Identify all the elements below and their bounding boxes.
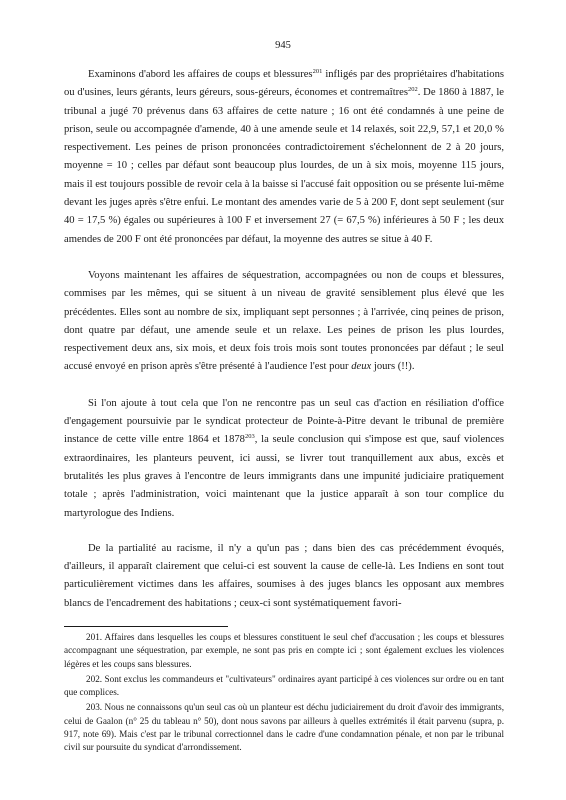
footnote-text: Nous ne connaissons qu'un seul cas où un planteur est déchu judiciairement du droit d'avoir des immigrants, celui de Gaalon (n° 25 du tableau n° 50), dont nous savons par ailleurs à quelles extrémités il était parvenu (supra, p. 917, note 69). Mais c'est par le tribunal correctionnel dans le cadre d'une condamnation pénale, et non par le tribunal civil sur poursuite du syndicat d'arrondissement. <box>64 702 504 753</box>
footnote-ref: 203 <box>244 433 255 441</box>
paragraph-text: . De 1860 à 1887, le tribunal a jugé 70 prévenus dans 63 affaires de cette nature ; 16 ont été condamnés à une peine de prison, seule ou accompagnée d'amende, 40 à une amende seule et 14 relaxés, soit 22,9, 57,1 et 20,0 % respectivement. Les peines de prison prononcées contradictoirement s'échelonnent de 2 à 20 jours, moyenne = 10 ; celles par défaut sont beaucoup plus lourdes, de un à six mois, moyenne 115 jours, mais il est toujours possible de revoir cela à la baisse si l'accusé fait opposition ou se présente lui-même devant les juges après s'être enfui. Le montant des amendes varie de 5 à 200 F, dont sept seulement (sur 40 = 17,5 %) égales ou supérieures à 100 F et inversement 27 (= 67,5 %) inférieures à 50 F ; les deux amendes de 200 F ont été prononcées par défaut, la moyenne des autres se situe à 40 F. <box>64 87 504 245</box>
footnote-text: Sont exclus les commandeurs et "cultivateurs" ordinaires ayant participé à ces violences sur ordre ou en tant que complices. <box>64 673 505 698</box>
paragraph <box>64 540 504 613</box>
footnote-text: Affaires dans lesquelles les coups et blessures constituent le seul chef d'accusation ; les coups et blessures accompagnant une séquestration, par exemple, ne sont pas pris en compte ici ; sont également exclues les violences légères et les coups sans blessures. <box>64 632 504 669</box>
footnote-ref: 201 <box>312 68 323 75</box>
footnote <box>64 673 504 700</box>
footnote-number: 202. <box>86 673 103 684</box>
paragraph-text: jours (!!). <box>371 361 415 373</box>
main-text <box>64 66 504 613</box>
footnote <box>64 701 504 754</box>
footnote-ref: 202 <box>408 86 418 94</box>
page-number: 945 <box>275 40 291 51</box>
paragraph <box>64 66 504 249</box>
footnotes <box>64 631 504 757</box>
paragraph-text: , la seule conclusion qui s'impose est que, sauf violences extraordinaires, les planteurs peuvent, ici aussi, se livrer tout tranquillement aux abus, excès et brutalités les plus graves à l'encontre de leurs immigrants dans une impunité judiciaire pratiquement totale ; après l'administration, voici maintenant que la justice apparaît à son tour complice du martyrologue des Indiens. <box>64 434 504 519</box>
paragraph <box>64 267 504 377</box>
paragraph-text: De la partialité au racisme, il n'y a qu'un pas ; dans bien des cas précédemment évoqués, d'ailleurs, il apparaît clairement que celui-ci est souvent la cause de celle-là. Les Indiens en sont tout particulièrement victimes dans les affaires, soumises à des juges blancs les opposant aux membres blancs de l'encadrement des habitations ; ceux-ci sont systématiquement favori- <box>64 542 504 609</box>
paragraph-text: infligés par des propriétaires d'habitations ou d'usines, leurs gérants, leurs géreurs, sous-géreurs, économes et contremaîtres <box>64 69 504 99</box>
footnote <box>64 631 504 671</box>
paragraph-text: Voyons maintenant les affaires de séquestration, accompagnées ou non de coups et blessures, commises par les mêmes, qui se situent à un niveau de gravité sensiblement plus élevé que les précédentes. Elles sont au nombre de six, impliquant sept personnes ; à l'arrivée, cinq peines de prison, dont quatre par défaut, une amende seule et un relaxe. Les peines de prison les plus lourdes, respectivement deux ans, six mois, et deux fois trois mois sont toutes prononcées par défaut ; le seul accusé envoyé en prison après s'être présenté à l'audience l'est pour <box>64 269 504 373</box>
emphasis-text: deux <box>351 361 372 373</box>
footnote-number: 203. <box>86 702 103 713</box>
paragraph-text: Si l'on ajoute à tout cela que l'on ne rencontre pas un seul cas d'action en résiliation d'office d'engagement poursuivie par le syndicat protecteur de Pointe-à-Pitre devant le tribunal de première instance de cette ville entre 1864 et 1878 <box>64 397 504 446</box>
paragraph-text: Examinons d'abord les affaires de coups et blessures <box>88 69 313 80</box>
footnote-separator <box>64 626 228 627</box>
paragraph <box>64 395 504 523</box>
footnote-number: 201. <box>86 632 103 642</box>
